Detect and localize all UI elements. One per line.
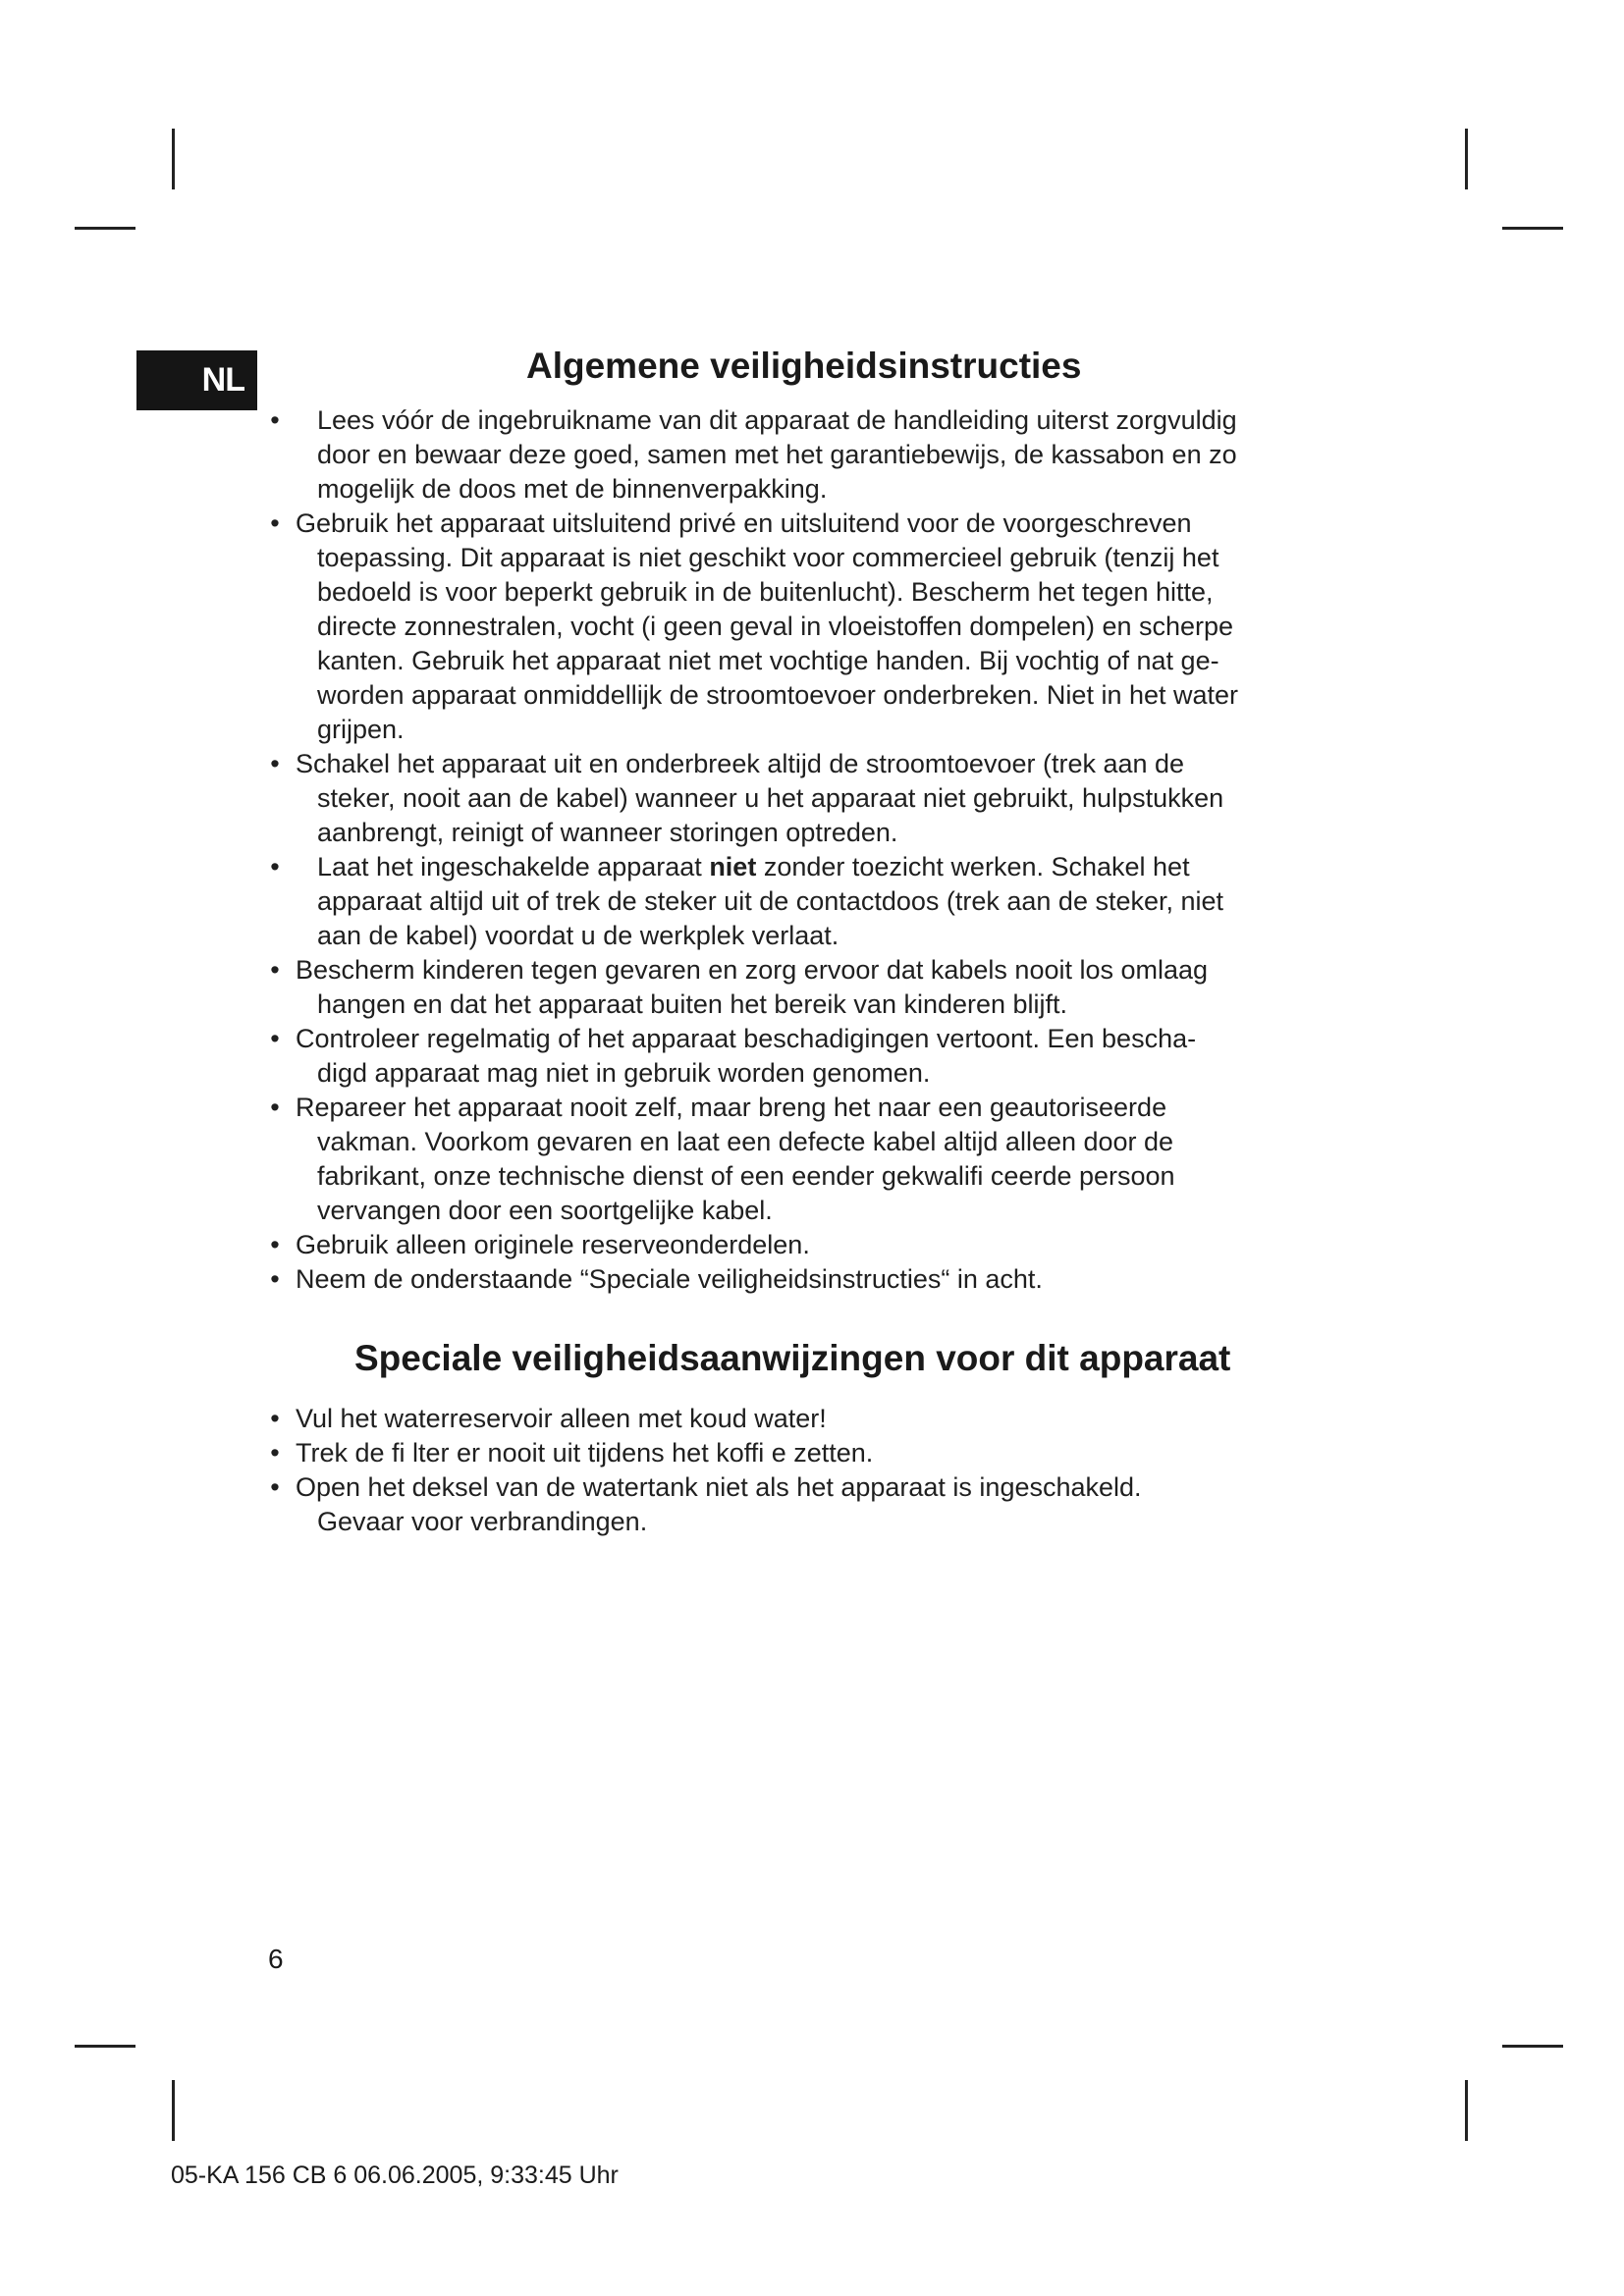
special-safety-list [268,1402,1387,1539]
bullet-icon: • [270,1438,280,1468]
list-item [268,507,1387,747]
emphasis-not: niet [709,852,757,881]
bullet-icon: • [270,1093,280,1122]
text-line: fabrikant, onze technische dienst of een eender gekwalifi ceerde persoon [317,1161,1175,1191]
text-line: Bescherm kinderen tegen gevaren en zorg ervoor dat kabels nooit los omlaag [296,955,1209,985]
text-line: worden apparaat onmiddellijk de stroomtoevoer onderbreken. Niet in het water [317,680,1239,710]
text-line: toepassing. Dit apparaat is niet geschikt voor commercieel gebruik (tenzij het [317,543,1219,572]
text-line: Neem de onderstaande “Speciale veiligheidsinstructies“ in acht. [296,1264,1043,1294]
print-footer-meta: 05-KA 156 CB 6 06.06.2005, 9:33:45 Uhr [171,2162,619,2189]
list-item [268,1022,1387,1091]
bullet-icon: • [270,1264,280,1294]
bullet-icon: • [270,1024,280,1053]
text-line [317,850,1387,884]
text-run: Laat het ingeschakelde apparaat [317,852,710,881]
text-line: aanbrengt, reinigt of wanneer storingen optreden. [317,818,898,847]
crop-mark-top-right-horizontal [1502,227,1563,230]
text-line: Vul het waterreservoir alleen met koud water! [296,1404,827,1433]
list-item [268,747,1387,850]
crop-mark-top-left-vertical [172,129,175,189]
section-title-special: Speciale veiligheidsaanwijzingen voor dit apparaat [354,1338,1231,1378]
list-item [268,1228,1387,1262]
bullet-icon: • [270,1404,280,1433]
list-item [268,1262,1387,1297]
text-line: digd apparaat mag niet in gebruik worden genomen. [317,1058,931,1088]
text-line: Gebruik alleen originele reserveonderdelen. [296,1230,810,1259]
text-line: directe zonnestralen, vocht (i geen geval in vloeistoffen dompelen) en scherpe [317,612,1234,641]
list-item [268,1402,1387,1436]
text-line: vervangen door een soortgelijke kabel. [317,1196,773,1225]
bullet-icon: • [270,405,280,435]
bullet-icon: • [270,1230,280,1259]
list-item [268,1091,1387,1228]
list-item [268,403,1387,507]
text-line: Gevaar voor verbrandingen. [317,1507,648,1536]
language-tab: NL [136,350,257,410]
text-line: Lees vóór de ingebruikname van dit apparaat de handleiding uiterst zorgvuldig [317,405,1237,435]
crop-mark-bottom-right-horizontal [1502,2045,1563,2048]
list-item [268,1436,1387,1470]
text-line: Open het deksel van de watertank niet als het apparaat is ingeschakeld. [296,1472,1142,1502]
bullet-icon: • [270,1472,280,1502]
crop-mark-top-right-vertical [1465,129,1468,189]
crop-mark-top-left-horizontal [75,227,135,230]
section-title-general: Algemene veiligheidsinstructies [526,346,1082,386]
list-item [268,1470,1387,1539]
text-line: door en bewaar deze goed, samen met het garantiebewijs, de kassabon en zo [317,440,1237,469]
text-run: zonder toezicht werken. Schakel het [756,852,1190,881]
text-line: Schakel het apparaat uit en onderbreek altijd de stroomtoevoer (trek aan de [296,749,1185,778]
text-line: vakman. Voorkom gevaren en laat een defecte kabel altijd alleen door de [317,1127,1174,1156]
text-line: grijpen. [317,715,405,744]
bullet-icon: • [270,955,280,985]
text-line: bedoeld is voor beperkt gebruik in de buitenlucht). Bescherm het tegen hitte, [317,577,1214,607]
text-line: apparaat altijd uit of trek de steker uit de contactdoos (trek aan de steker, niet [317,886,1224,916]
text-line: hangen en dat het apparaat buiten het bereik van kinderen blijft. [317,989,1068,1019]
text-line: Repareer het apparaat nooit zelf, maar breng het naar een geautoriseerde [296,1093,1167,1122]
bullet-icon: • [270,508,280,538]
text-line: steker, nooit aan de kabel) wanneer u het apparaat niet gebruikt, hulpstukken [317,783,1224,813]
general-safety-list [268,403,1387,1297]
page-number: 6 [268,1944,284,1974]
crop-mark-bottom-right-vertical [1465,2080,1468,2141]
crop-mark-bottom-left-vertical [172,2080,175,2141]
text-line: Controleer regelmatig of het apparaat beschadigingen vertoont. Een bescha- [296,1024,1197,1053]
crop-mark-bottom-left-horizontal [75,2045,135,2048]
list-item [268,850,1387,953]
bullet-icon: • [270,852,280,881]
text-line: Trek de fi lter er nooit uit tijdens het koffi e zetten. [296,1438,874,1468]
bullet-icon: • [270,749,280,778]
text-line: kanten. Gebruik het apparaat niet met vochtige handen. Bij vochtig of nat ge- [317,646,1219,675]
list-item [268,953,1387,1022]
text-line: aan de kabel) voordat u de werkplek verlaat. [317,921,839,950]
text-line: Gebruik het apparaat uitsluitend privé en uitsluitend voor de voorgeschreven [296,508,1192,538]
text-line: mogelijk de doos met de binnenverpakking. [317,474,828,504]
